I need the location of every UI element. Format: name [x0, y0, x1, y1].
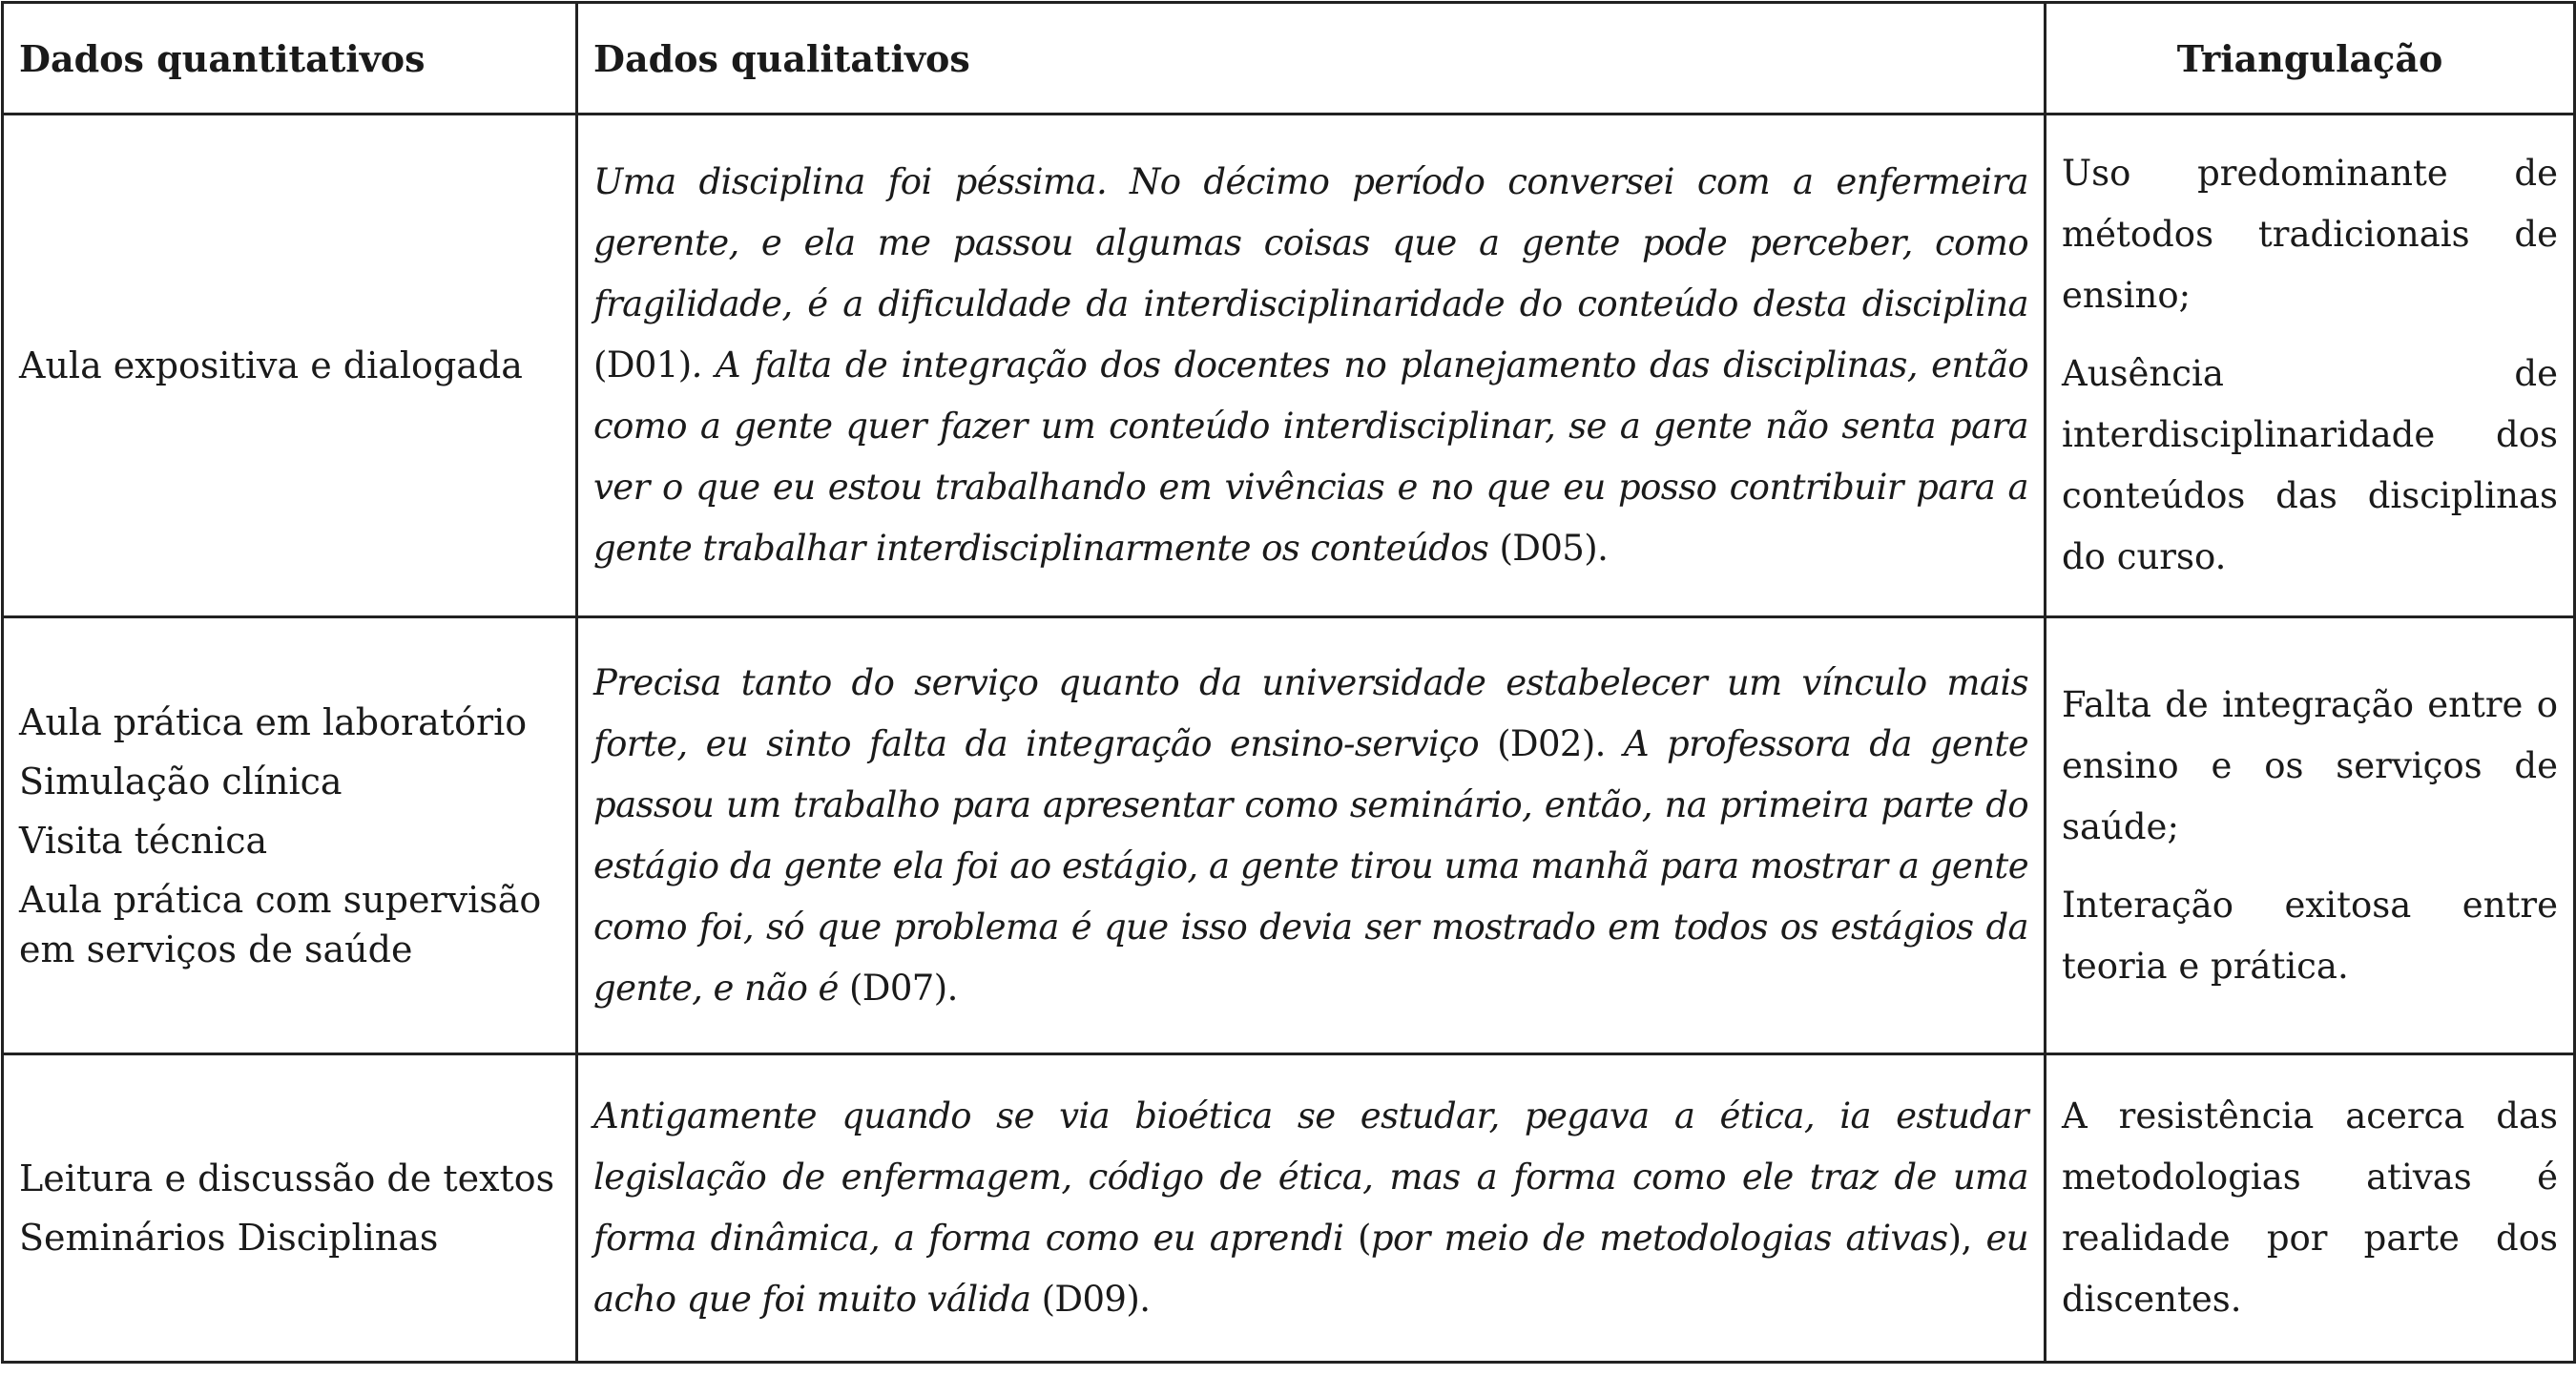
cell-quantitativos	[3, 617, 577, 1054]
method-item: Seminários Disciplinas	[19, 1217, 439, 1259]
triangulation-finding: Interação exitosa entre teoria e prática.	[2062, 884, 2558, 987]
triangulation-finding: Uso predominante de métodos tradicionais de ensino;	[2062, 153, 2558, 316]
table-row	[3, 115, 2575, 617]
table-row	[3, 617, 2575, 1054]
interviewee-code: (D09).	[1041, 1279, 1151, 1320]
cell-qualitativos	[577, 115, 2046, 617]
interviewee-code: (D01)	[593, 344, 692, 386]
interviewee-code: (D07).	[848, 967, 958, 1009]
interviewee-code: (D05).	[1499, 528, 1609, 569]
quote-text: . A falta de integração dos docentes no planejamento das disciplinas, então como a gente quer fazer um conteúdo interdisciplinar, se a gente não senta para ver o que eu estou trabalhando em vivências e no que eu posso contribuir para a gente trabalhar interdisciplinarmente os conteúdos	[593, 344, 2028, 569]
quote-text: Antigamente quando se via bioética se estudar, pegava a ética, ia estudar legislação de enfermagem, código de ética, mas a forma como ele traz de uma forma dinâmica, a forma como eu aprendi	[593, 1095, 2028, 1259]
method-item: Aula prática em laboratório	[19, 700, 528, 743]
cell-qualitativos	[577, 1054, 2046, 1363]
cell-triangulacao	[2046, 115, 2575, 617]
interviewee-code: ),	[1947, 1218, 1986, 1259]
triangulation-table	[1, 1, 2576, 1364]
cell-quantitativos	[3, 115, 577, 617]
method-item: Leitura e discussão de textos	[19, 1157, 555, 1199]
cell-triangulacao	[2046, 1054, 2575, 1363]
header-quantitativos: Dados quantitativos	[3, 3, 577, 115]
table-row	[3, 1054, 2575, 1363]
triangulation-finding: Ausência de interdisciplinaridade dos conteúdos das disciplinas do curso.	[2062, 353, 2558, 577]
quote-text: eu acho que foi muito válida	[593, 1218, 2028, 1320]
quote-text: Uma disciplina foi péssima. No décimo período conversei com a enfermeira gerente, e ela me passou algumas coisas que a gente pode perceber, como fragilidade, é a dificuldade da interdisciplinaridade do conteúdo desta disciplina	[593, 161, 2028, 324]
cell-triangulacao	[2046, 617, 2575, 1054]
quote-text: Precisa tanto do serviço quanto da universidade estabelecer um vínculo mais forte, eu sinto falta da integração ensino-serviço	[593, 661, 2028, 764]
cell-qualitativos	[577, 617, 2046, 1054]
header-qualitativos: Dados qualitativos	[577, 3, 2046, 115]
interviewee-code: (D02).	[1497, 722, 1606, 764]
cell-quantitativos	[3, 1054, 577, 1363]
header-triangulacao: Triangulação	[2046, 3, 2575, 115]
method-item: Simulação clínica	[19, 760, 343, 803]
interviewee-code: (	[1358, 1218, 1371, 1259]
method-item: Aula expositiva e dialogada	[19, 344, 523, 386]
quote-text: A professora da gente passou um trabalho para apresentar como seminário, então, na primeira parte do estágio da gente ela foi ao estágio, a gente tirou uma manhã para mostrar a gente como foi, só que problema é que isso devia ser mostrado em todos os estágios da gente, e não é	[593, 722, 2028, 1009]
header-row	[3, 3, 2575, 115]
triangulation-finding: Falta de integração entre o ensino e os serviços de saúde;	[2062, 683, 2558, 847]
method-item: Visita técnica	[19, 819, 268, 862]
quote-text: por meio de metodologias ativas	[1370, 1218, 1948, 1259]
triangulation-finding: A resistência acerca das metodologias ativas é realidade por parte dos discentes.	[2062, 1095, 2558, 1320]
method-item: Aula prática com supervisão em serviços de saúde	[19, 878, 542, 970]
